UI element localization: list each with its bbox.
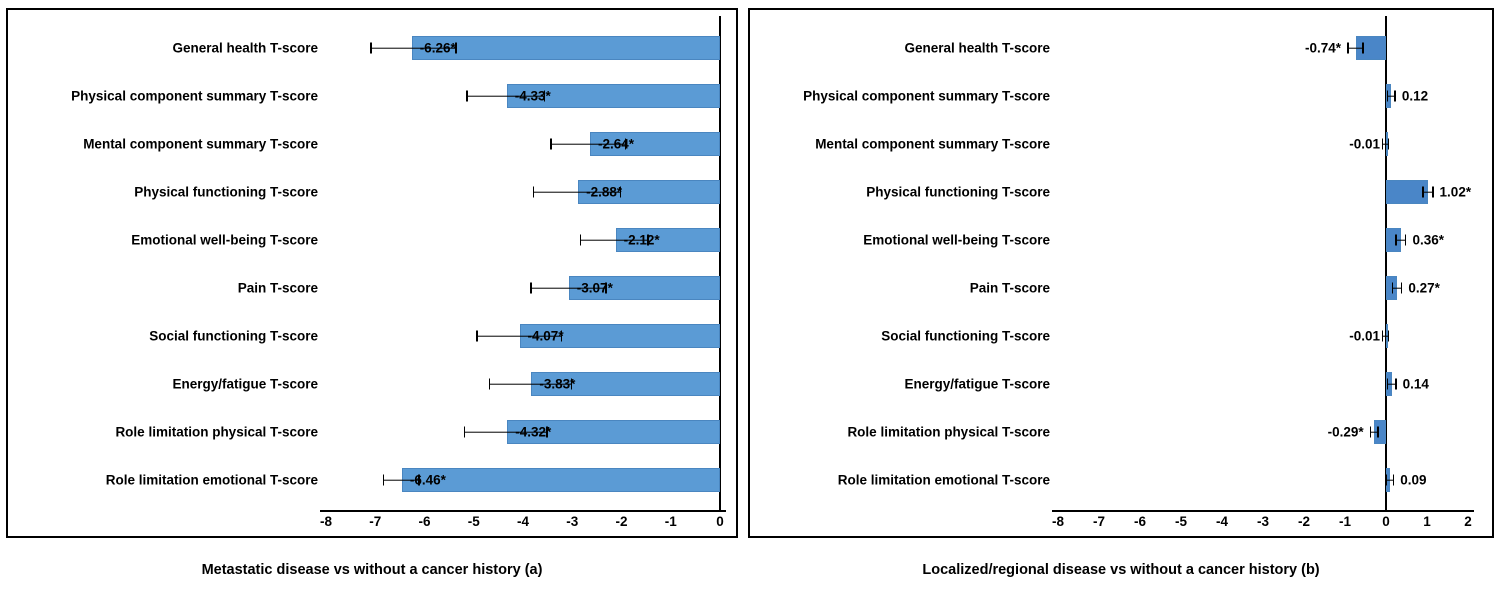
value-label: -0.01 [1349,136,1380,152]
x-axis-ticks [8,514,736,536]
x-tick-label: -1 [1338,514,1352,529]
chart-row [8,456,736,504]
x-tick-label: -7 [1092,514,1106,529]
chart-row [8,216,736,264]
chart-row [8,72,736,120]
x-axis-line [320,510,726,512]
category-label: Social functioning T-score [881,328,1050,344]
category-label: Physical functioning T-score [866,184,1050,200]
plot-area-b [750,10,1492,536]
x-tick-label: -5 [1174,514,1188,529]
category-label: Pain T-score [237,280,318,296]
value-label: 0.14 [1402,376,1429,392]
value-label: -3.07* [576,280,613,296]
category-label: Physical component summary T-score [71,88,318,104]
x-tick-label: -2 [615,514,628,529]
chart-row [750,456,1492,504]
chart-row [750,72,1492,120]
x-tick-label: -4 [516,514,530,529]
x-tick-label: 2 [1464,514,1472,529]
error-bar [1370,427,1379,438]
category-label: General health T-score [904,40,1050,56]
x-tick-label: -7 [369,514,382,529]
error-bar [1387,91,1396,102]
chart-row [750,168,1492,216]
category-label: Pain T-score [969,280,1050,296]
category-label: Energy/fatigue T-score [172,376,318,392]
error-bar [1347,43,1364,54]
panel-a-caption: Metastatic disease vs without a cancer history (a) [201,562,543,578]
value-label: -0.01 [1349,328,1380,344]
value-label: 0.27* [1408,280,1440,296]
category-label: Role limitation emotional T-score [837,472,1050,488]
chart-panel-a [6,8,738,538]
category-label: Energy/fatigue T-score [904,376,1050,392]
value-bar [412,36,720,60]
x-axis-ticks [750,514,1492,536]
chart-row [8,312,736,360]
category-label: Physical component summary T-score [803,88,1050,104]
category-label: Role limitation physical T-score [115,424,318,440]
chart-row [750,264,1492,312]
x-axis-line [1052,510,1474,512]
value-label: -2.64* [597,136,634,152]
value-label: -4.32* [515,424,552,440]
value-label: -6.46* [409,472,446,488]
x-tick-label: -8 [1051,514,1065,529]
value-label: -3.83* [539,376,576,392]
value-label: -0.29* [1327,424,1364,440]
value-label: -2.88* [586,184,623,200]
value-label: 0.36* [1412,232,1445,248]
error-bar [1422,187,1433,198]
category-label: Social functioning T-score [149,328,318,344]
category-label: Mental component summary T-score [83,136,318,152]
chart-panel-b [748,8,1494,538]
chart-row [8,168,736,216]
category-label: Role limitation physical T-score [847,424,1050,440]
x-tick-label: -4 [1215,514,1229,529]
category-label: Emotional well-being T-score [863,232,1050,248]
error-bar [1387,379,1397,390]
x-tick-label: -6 [418,514,431,529]
chart-row [8,24,736,72]
error-bar [1382,331,1389,342]
value-bar [402,468,720,492]
x-tick-label: 0 [1382,514,1390,529]
chart-row [750,24,1492,72]
error-bar [1395,235,1406,246]
panel-b-caption: Localized/regional disease vs without a cancer history (b) [922,562,1320,578]
value-label: 0.09 [1400,472,1427,488]
chart-row [750,120,1492,168]
category-label: Physical functioning T-score [134,184,318,200]
x-tick-label: -6 [1133,514,1147,529]
chart-row [750,216,1492,264]
chart-row [8,264,736,312]
value-label: -2.12* [623,232,660,248]
error-bar [1392,283,1403,294]
chart-row [8,120,736,168]
category-label: General health T-score [172,40,318,56]
category-label: Emotional well-being T-score [131,232,318,248]
x-tick-label: -3 [1256,514,1270,529]
x-tick-label: 1 [1423,514,1431,529]
chart-row [750,360,1492,408]
error-bar [1385,475,1394,486]
x-tick-label: -2 [1297,514,1311,529]
x-tick-label: -5 [467,514,480,529]
value-label: -4.07* [527,328,564,344]
value-label: 1.02* [1439,184,1472,200]
plot-area-a [8,10,736,536]
chart-row [8,408,736,456]
value-label: -6.26* [419,40,456,56]
x-tick-label: -1 [664,514,677,529]
x-tick-label: 0 [716,514,724,529]
category-label: Mental component summary T-score [815,136,1050,152]
x-tick-label: -8 [319,514,333,529]
value-label: 0.12 [1401,88,1429,104]
chart-row [750,312,1492,360]
chart-row [750,408,1492,456]
value-label: -4.33* [514,88,551,104]
value-label: -0.74* [1305,40,1342,56]
chart-row [8,360,736,408]
x-tick-label: -3 [566,514,579,529]
category-label: Role limitation emotional T-score [105,472,318,488]
error-bar [1382,139,1389,150]
